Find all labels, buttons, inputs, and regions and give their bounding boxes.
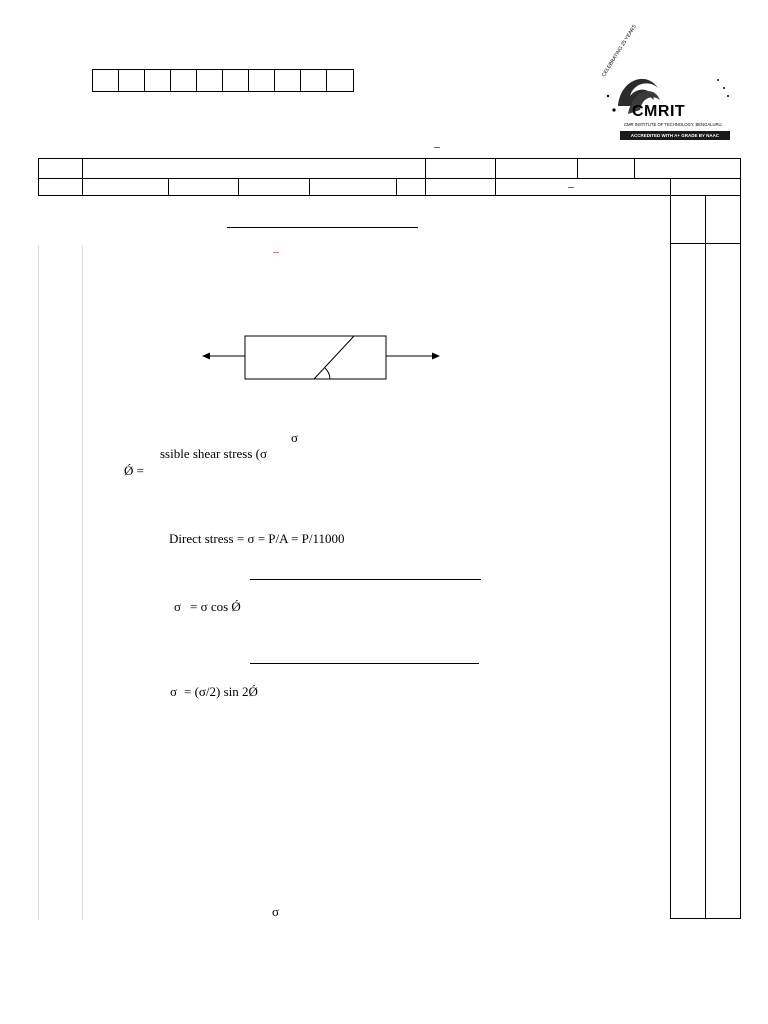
right-arrow-icon xyxy=(432,353,440,360)
usn-cell[interactable] xyxy=(301,70,327,91)
red-dash: – xyxy=(273,244,279,258)
shear-stress-text: ssible shear stress (σ xyxy=(160,446,268,461)
direct-stress-text: Direct stress = σ = P/A = P/11000 xyxy=(169,531,345,546)
blank-line xyxy=(250,663,479,664)
usn-cell[interactable] xyxy=(327,70,353,91)
angle-arc-icon xyxy=(325,368,330,379)
normal-stress-sigma: σ xyxy=(174,599,182,614)
usn-cell[interactable] xyxy=(145,70,171,91)
bottom-sigma: σ xyxy=(272,904,280,919)
header-dash: – xyxy=(434,139,440,153)
margin-line xyxy=(38,245,39,920)
left-arrow-icon xyxy=(202,353,210,360)
logo-name: CMRIT xyxy=(632,103,686,120)
usn-cell[interactable] xyxy=(275,70,301,91)
row-dash: – xyxy=(568,179,574,193)
margin-line xyxy=(82,245,83,920)
theta-equation: Ǿ = xyxy=(124,463,144,478)
inclined-plane-line xyxy=(314,336,354,379)
shear-stress-equation: = (σ/2) sin 2Ǿ xyxy=(184,684,258,699)
title-underline xyxy=(227,227,418,228)
usn-cell[interactable] xyxy=(171,70,197,91)
bar-rectangle xyxy=(245,336,386,379)
normal-stress-equation: = σ cos Ǿ xyxy=(190,599,241,614)
axial-bar-diagram xyxy=(196,330,446,390)
logo-arc-text: CELEBRATING 25 YEARS xyxy=(600,23,638,78)
usn-cell[interactable] xyxy=(93,70,119,91)
usn-boxes xyxy=(92,69,354,92)
usn-cell[interactable] xyxy=(223,70,249,91)
usn-cell[interactable] xyxy=(249,70,275,91)
usn-cell[interactable] xyxy=(119,70,145,91)
usn-cell[interactable] xyxy=(197,70,223,91)
logo-accreditation: ACCREDITED WITH A+ GRADE BY NAAC xyxy=(620,131,730,140)
blank-line xyxy=(250,579,481,580)
logo-subtitle: CMR INSTITUTE OF TECHNOLOGY, BENGALURU. xyxy=(624,122,723,127)
sigma-label: σ xyxy=(291,430,299,445)
shear-stress-sigma: σ xyxy=(170,684,178,699)
